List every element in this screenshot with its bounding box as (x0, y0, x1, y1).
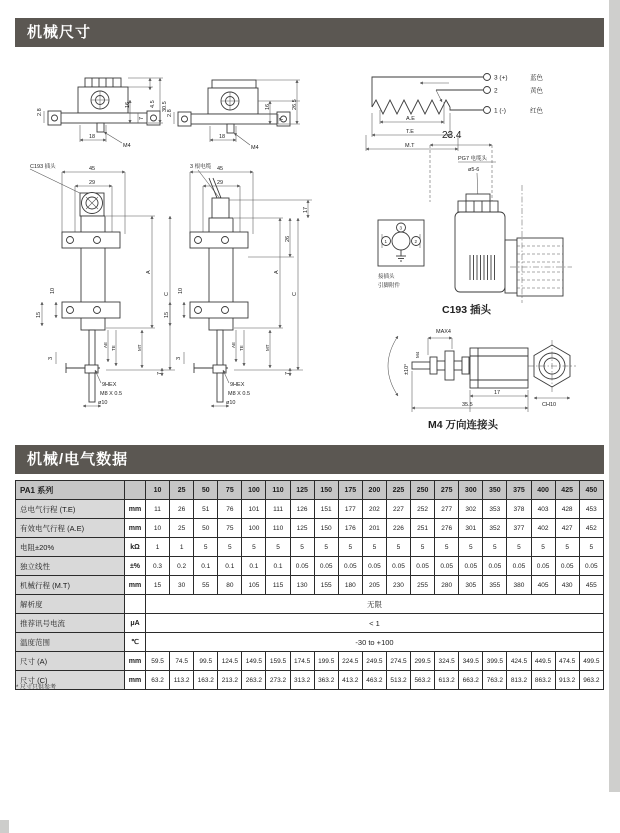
value-cell: 74.5 (170, 652, 194, 671)
value-cell: 0.05 (362, 557, 386, 576)
table-row (16, 652, 604, 671)
value-cell: 463.2 (362, 671, 386, 690)
value-cell: 0.05 (435, 557, 459, 576)
table-row (16, 519, 604, 538)
value-cell: 280 (435, 576, 459, 595)
value-cell: 75 (218, 519, 242, 538)
value-cell: 563.2 (411, 671, 435, 690)
unit-cell: ±% (125, 557, 146, 576)
column-header: 275 (435, 481, 459, 500)
value-cell: 0.05 (555, 557, 579, 576)
dim-label: 15 (164, 311, 170, 318)
unit-cell: mm (125, 519, 146, 538)
dim-label: A.E (406, 116, 415, 122)
series-label: PA1 系列 (16, 481, 125, 500)
dim-label: 2.8 (37, 108, 43, 116)
column-header: 250 (411, 481, 435, 500)
value-cell: 110 (266, 519, 290, 538)
value-cell: 380 (507, 576, 531, 595)
value-cell: 80 (218, 576, 242, 595)
pin-1: 1 (384, 239, 388, 244)
terminal-3-label: 3 (+) (494, 74, 508, 82)
dim-label: ø10 (98, 400, 108, 406)
column-header: 200 (362, 481, 386, 500)
column-header: 25 (170, 481, 194, 500)
value-cell: 313.2 (290, 671, 314, 690)
dim-label: AE (103, 341, 108, 348)
value-cell: 413.2 (338, 671, 362, 690)
value-cell: 205 (362, 576, 386, 595)
column-header: 100 (242, 481, 266, 500)
unit-cell: mm (125, 576, 146, 595)
value-cell: 613.2 (435, 671, 459, 690)
value-cell: 324.5 (435, 652, 459, 671)
unit-column-header (125, 481, 146, 500)
value-cell: 30 (170, 576, 194, 595)
dim-label: 7 (285, 371, 291, 375)
spec-table-wrap (15, 480, 604, 690)
value-cell: 230 (386, 576, 410, 595)
c193-pointer-label: C193 插头 (30, 164, 56, 170)
value-cell: 276 (435, 519, 459, 538)
value-cell: 124.5 (218, 652, 242, 671)
value-cell: 125 (290, 519, 314, 538)
dim-label: 2.8 (167, 109, 173, 117)
value-cell: 227 (386, 500, 410, 519)
unit-cell: mm (125, 500, 146, 519)
row-label: 有效电气行程 (A.E) (16, 519, 125, 538)
value-cell: 349.5 (459, 652, 483, 671)
dim-label: 4.5 (150, 100, 156, 108)
value-cell: 5 (411, 538, 435, 557)
value-cell: 0.05 (386, 557, 410, 576)
value-cell: 0.05 (411, 557, 435, 576)
span-value-cell: < 1 (146, 614, 604, 633)
scan-edge-bottom-left (0, 820, 9, 833)
value-cell: 5 (290, 538, 314, 557)
value-cell: 255 (411, 576, 435, 595)
value-cell: 0.05 (459, 557, 483, 576)
dim-label: AE (231, 341, 236, 348)
cable-pointer-label: 3 根电缆 (190, 164, 212, 170)
dim-label: 26 (285, 235, 291, 242)
value-cell: 5 (435, 538, 459, 557)
pin-diagram (378, 220, 424, 289)
angle-label: ±10° (404, 363, 410, 375)
value-cell: 474.5 (555, 652, 579, 671)
value-cell: 251 (411, 519, 435, 538)
value-cell: 201 (362, 519, 386, 538)
column-header: 300 (459, 481, 483, 500)
value-cell: 378 (507, 500, 531, 519)
unit-cell: kΩ (125, 538, 146, 557)
column-header: 10 (146, 481, 170, 500)
column-header: 110 (266, 481, 290, 500)
value-cell: 101 (242, 500, 266, 519)
value-cell: 5 (218, 538, 242, 557)
value-cell: 111 (266, 500, 290, 519)
value-cell: 224.5 (338, 652, 362, 671)
value-cell: 427 (555, 519, 579, 538)
value-cell: 0.1 (194, 557, 218, 576)
value-cell: 277 (435, 500, 459, 519)
dim-label: C (292, 292, 298, 296)
unit-cell: ℃ (125, 633, 146, 652)
value-cell: 0.05 (483, 557, 507, 576)
value-cell: 252 (411, 500, 435, 519)
column-header: 175 (338, 481, 362, 500)
row-label: 独立线性 (16, 557, 125, 576)
pin-2: 2 (414, 239, 418, 244)
value-cell: 513.2 (386, 671, 410, 690)
row-label: 机械行程 (M.T) (16, 576, 125, 595)
table-row (16, 500, 604, 519)
value-cell: 405 (531, 576, 555, 595)
value-cell: 274.5 (386, 652, 410, 671)
value-cell: 55 (194, 576, 218, 595)
value-cell: 0.1 (242, 557, 266, 576)
dim-label: TE (111, 345, 116, 351)
dim-label: 35.5 (462, 402, 473, 408)
section-title: 机械尺寸 (27, 24, 92, 41)
value-cell: 176 (338, 519, 362, 538)
value-cell: 150 (314, 519, 338, 538)
value-cell: 100 (242, 519, 266, 538)
dim-label: M8 X 0.5 (228, 391, 251, 397)
dim-label: M4 (251, 145, 259, 151)
column-header: 400 (531, 481, 555, 500)
dim-label: MAX4 (436, 329, 451, 335)
value-cell: 63.2 (146, 671, 170, 690)
value-cell: 352 (483, 519, 507, 538)
value-cell: 130 (290, 576, 314, 595)
value-cell: 149.5 (242, 652, 266, 671)
pin-diagram-caption-2: 引脚附件 (378, 283, 401, 289)
value-cell: 353 (483, 500, 507, 519)
dim-label: C (164, 292, 170, 296)
dim-label: 9HEX (230, 382, 245, 388)
c193-connector-drawing (430, 130, 572, 316)
value-cell: 159.5 (266, 652, 290, 671)
value-cell: 76 (218, 500, 242, 519)
value-cell: 963.2 (579, 671, 603, 690)
pin-diagram-caption-1: 接插头 (378, 274, 395, 280)
dim-label: 29 (217, 180, 224, 186)
value-cell: 1 (146, 538, 170, 557)
value-cell: 25 (170, 519, 194, 538)
value-cell: 302 (459, 500, 483, 519)
value-cell: 363.2 (314, 671, 338, 690)
value-cell: 301 (459, 519, 483, 538)
value-cell: 10 (146, 519, 170, 538)
table-row (16, 633, 604, 652)
value-cell: 403 (531, 500, 555, 519)
dim-label: 26.5 (292, 99, 298, 110)
value-cell: 0.3 (146, 557, 170, 576)
value-cell: 59.5 (146, 652, 170, 671)
value-cell: 151 (314, 500, 338, 519)
value-cell: 0.05 (338, 557, 362, 576)
column-header: 125 (290, 481, 314, 500)
scan-edge-right (609, 0, 620, 792)
terminal-1-label: 1 (-) (494, 107, 506, 115)
value-cell: 263.2 (242, 671, 266, 690)
value-cell: 0.2 (170, 557, 194, 576)
top-view-drawing-connector (37, 78, 168, 149)
table-row (16, 671, 604, 690)
row-label: 温度范围 (16, 633, 125, 652)
row-label: 尺寸 (C) (16, 671, 125, 690)
value-cell: 499.5 (579, 652, 603, 671)
value-cell: 5 (386, 538, 410, 557)
value-cell: 813.2 (507, 671, 531, 690)
value-cell: 249.5 (362, 652, 386, 671)
column-header: 150 (314, 481, 338, 500)
value-cell: 399.5 (483, 652, 507, 671)
spec-table (15, 480, 604, 690)
value-cell: 455 (579, 576, 603, 595)
value-cell: 199.5 (314, 652, 338, 671)
value-cell: 11 (146, 500, 170, 519)
value-cell: 0.05 (579, 557, 603, 576)
section-title: 机械/电气数据 (27, 451, 129, 468)
value-cell: 5 (266, 538, 290, 557)
value-cell: 26 (170, 500, 194, 519)
value-cell: 763.2 (483, 671, 507, 690)
dim-label: 10 (178, 287, 184, 294)
value-cell: 0.05 (531, 557, 555, 576)
column-header: 450 (579, 481, 603, 500)
value-cell: 115 (266, 576, 290, 595)
dim-label: 15 (36, 311, 42, 318)
section-header-electrical (15, 445, 604, 474)
table-row (16, 538, 604, 557)
row-label: 总电气行程 (T.E) (16, 500, 125, 519)
value-cell: 99.5 (194, 652, 218, 671)
row-label: 电阻±20% (16, 538, 125, 557)
value-cell: 1 (170, 538, 194, 557)
value-cell: 15 (146, 576, 170, 595)
m4-joint-caption: M4 万向连接头 (428, 419, 499, 431)
table-header-row (16, 481, 604, 500)
row-label: 推荐讯号电流 (16, 614, 125, 633)
cable-dia-label: ø5-6 (468, 167, 480, 173)
value-cell: 428 (555, 500, 579, 519)
value-cell: 226 (386, 519, 410, 538)
dim-label: 10 (50, 287, 56, 294)
column-header: 350 (483, 481, 507, 500)
table-row (16, 595, 604, 614)
value-cell: 5 (483, 538, 507, 557)
section-header-mechanical (15, 18, 604, 47)
dim-label: 30.5 (162, 101, 168, 112)
value-cell: 273.2 (266, 671, 290, 690)
dim-label: 16 (265, 103, 271, 110)
value-cell: 5 (338, 538, 362, 557)
top-view-drawing-cable (167, 80, 300, 151)
dim-label: T.E (406, 129, 414, 135)
column-header: 375 (507, 481, 531, 500)
dim-label: 17 (303, 206, 309, 213)
value-cell: 0.05 (314, 557, 338, 576)
pin-3: 3 (399, 225, 403, 231)
value-cell: 202 (362, 500, 386, 519)
dim-label: MT (137, 344, 142, 351)
row-label: 解析度 (16, 595, 125, 614)
dim-label: M4 (123, 143, 131, 149)
thread-label: M4 (415, 351, 420, 358)
footnote: * 尺寸只供参考 (16, 685, 57, 691)
dim-label: 3 (48, 356, 54, 360)
value-cell: 5 (507, 538, 531, 557)
terminal-2-color: 黄色 (530, 87, 543, 95)
value-cell: 5 (314, 538, 338, 557)
value-cell: 424.5 (507, 652, 531, 671)
value-cell: 377 (507, 519, 531, 538)
value-cell: 105 (242, 576, 266, 595)
cable-gland-label: PG7 电缆头 (458, 156, 488, 162)
value-cell: 430 (555, 576, 579, 595)
dim-label: 7 (279, 117, 285, 121)
dim-label: CH10 (542, 402, 557, 408)
value-cell: 0.05 (507, 557, 531, 576)
dim-label: 16 (125, 101, 131, 108)
dim-label: MT (265, 344, 270, 351)
span-value-cell: -30 to +100 (146, 633, 604, 652)
table-row (16, 614, 604, 633)
value-cell: 299.5 (411, 652, 435, 671)
row-label: 尺寸 (A) (16, 652, 125, 671)
value-cell: 213.2 (218, 671, 242, 690)
value-cell: 51 (194, 500, 218, 519)
c193-caption: C193 插头 (442, 304, 492, 316)
value-cell: 305 (459, 576, 483, 595)
value-cell: 5 (531, 538, 555, 557)
dim-label: M.T (405, 143, 415, 149)
dim-label: TE (239, 345, 244, 351)
dim-label: 17 (494, 390, 501, 396)
unit-cell (125, 595, 146, 614)
value-cell: 863.2 (531, 671, 555, 690)
side-view-drawing-cable (164, 166, 312, 406)
unit-cell: mm (125, 671, 146, 690)
dim-label: 45 (217, 166, 224, 172)
terminal-2-label: 2 (494, 87, 498, 95)
mechanical-drawings (0, 50, 620, 442)
value-cell: 50 (194, 519, 218, 538)
value-cell: 5 (555, 538, 579, 557)
column-header: 75 (218, 481, 242, 500)
column-header: 225 (386, 481, 410, 500)
value-cell: 449.5 (531, 652, 555, 671)
m4-joint-drawing (388, 329, 576, 431)
value-cell: 0.1 (266, 557, 290, 576)
value-cell: 177 (338, 500, 362, 519)
value-cell: 402 (531, 519, 555, 538)
value-cell: 5 (459, 538, 483, 557)
terminal-3-color: 蓝色 (530, 74, 543, 82)
dim-label: 7 (157, 371, 163, 375)
dim-label: ø10 (226, 400, 236, 406)
column-header: 425 (555, 481, 579, 500)
column-header: 50 (194, 481, 218, 500)
value-cell: 180 (338, 576, 362, 595)
dim-label: A (146, 270, 152, 274)
dim-label: A (274, 270, 280, 274)
unit-cell: μA (125, 614, 146, 633)
value-cell: 0.05 (290, 557, 314, 576)
table-row (16, 557, 604, 576)
value-cell: 174.5 (290, 652, 314, 671)
dim-label: M8 X 0.5 (100, 391, 123, 397)
value-cell: 5 (242, 538, 266, 557)
dim-label: 18 (89, 134, 96, 140)
value-cell: 5 (579, 538, 603, 557)
dim-label: 23.4 (442, 130, 462, 141)
dim-label: 3 (176, 356, 182, 360)
value-cell: 663.2 (459, 671, 483, 690)
value-cell: 155 (314, 576, 338, 595)
value-cell: 453 (579, 500, 603, 519)
value-cell: 0.1 (218, 557, 242, 576)
terminal-1-color: 红色 (530, 107, 543, 115)
value-cell: 355 (483, 576, 507, 595)
value-cell: 163.2 (194, 671, 218, 690)
dim-label: 29 (89, 180, 96, 186)
dim-label: 18 (219, 134, 226, 140)
value-cell: 126 (290, 500, 314, 519)
table-row (16, 576, 604, 595)
value-cell: 913.2 (555, 671, 579, 690)
value-cell: 113.2 (170, 671, 194, 690)
dim-label: 45 (89, 166, 96, 172)
span-value-cell: 无限 (146, 595, 604, 614)
side-view-drawing-connector (36, 166, 175, 406)
value-cell: 452 (579, 519, 603, 538)
value-cell: 5 (362, 538, 386, 557)
dim-label: 9HEX (102, 382, 117, 388)
value-cell: 5 (194, 538, 218, 557)
unit-cell: mm (125, 652, 146, 671)
dim-label: 7 (139, 116, 145, 120)
